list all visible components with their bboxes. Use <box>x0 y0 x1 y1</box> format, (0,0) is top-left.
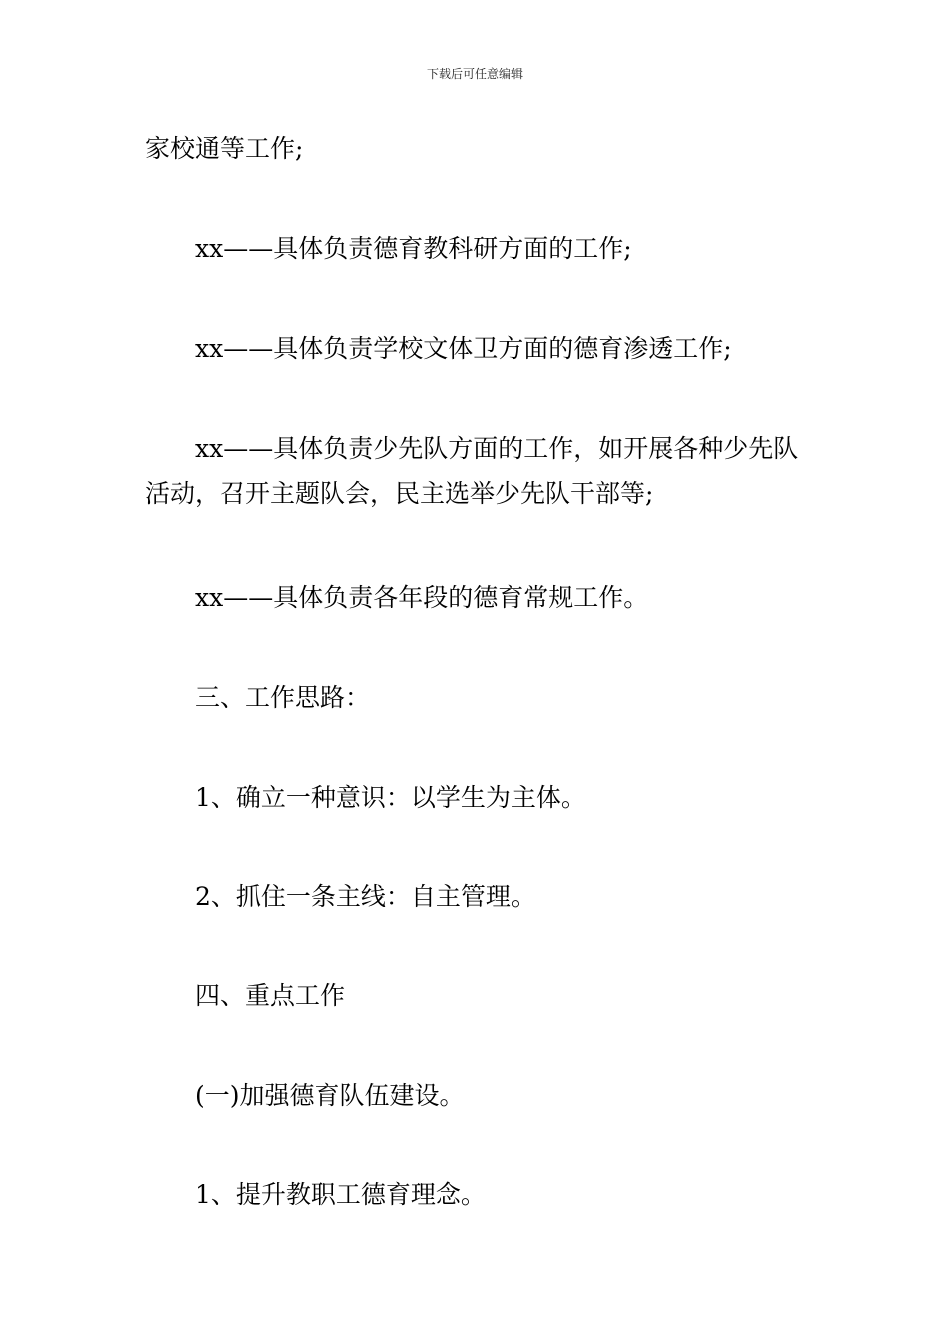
subsection-heading-team-building: (一)加强德育队伍建设。 <box>195 1081 465 1110</box>
paragraph-duty-research: xx——具体负责德育教科研方面的工作; <box>195 234 632 263</box>
paragraph-continuation: 家校通等工作; <box>145 134 304 163</box>
list-item-staff-concept: 1、提升教职工德育理念。 <box>195 1180 486 1209</box>
paragraph-duty-sports: xx——具体负责学校文体卫方面的德育渗透工作; <box>195 334 732 363</box>
page-header: 下载后可任意编辑 <box>426 67 523 81</box>
section-heading-key-work: 四、重点工作 <box>195 981 346 1010</box>
section-heading-work-ideas: 三、工作思路： <box>195 683 371 712</box>
list-item-mainline: 2、抓住一条主线：自主管理。 <box>195 882 536 911</box>
paragraph-duty-routine: xx——具体负责各年段的德育常规工作。 <box>195 583 649 612</box>
paragraph-duty-pioneers: xx——具体负责少先队方面的工作，如开展各种少先队活动，召开主题队会，民主选举少先队干部等; <box>145 434 799 508</box>
list-item-awareness: 1、确立一种意识：以学生为主体。 <box>195 783 586 812</box>
